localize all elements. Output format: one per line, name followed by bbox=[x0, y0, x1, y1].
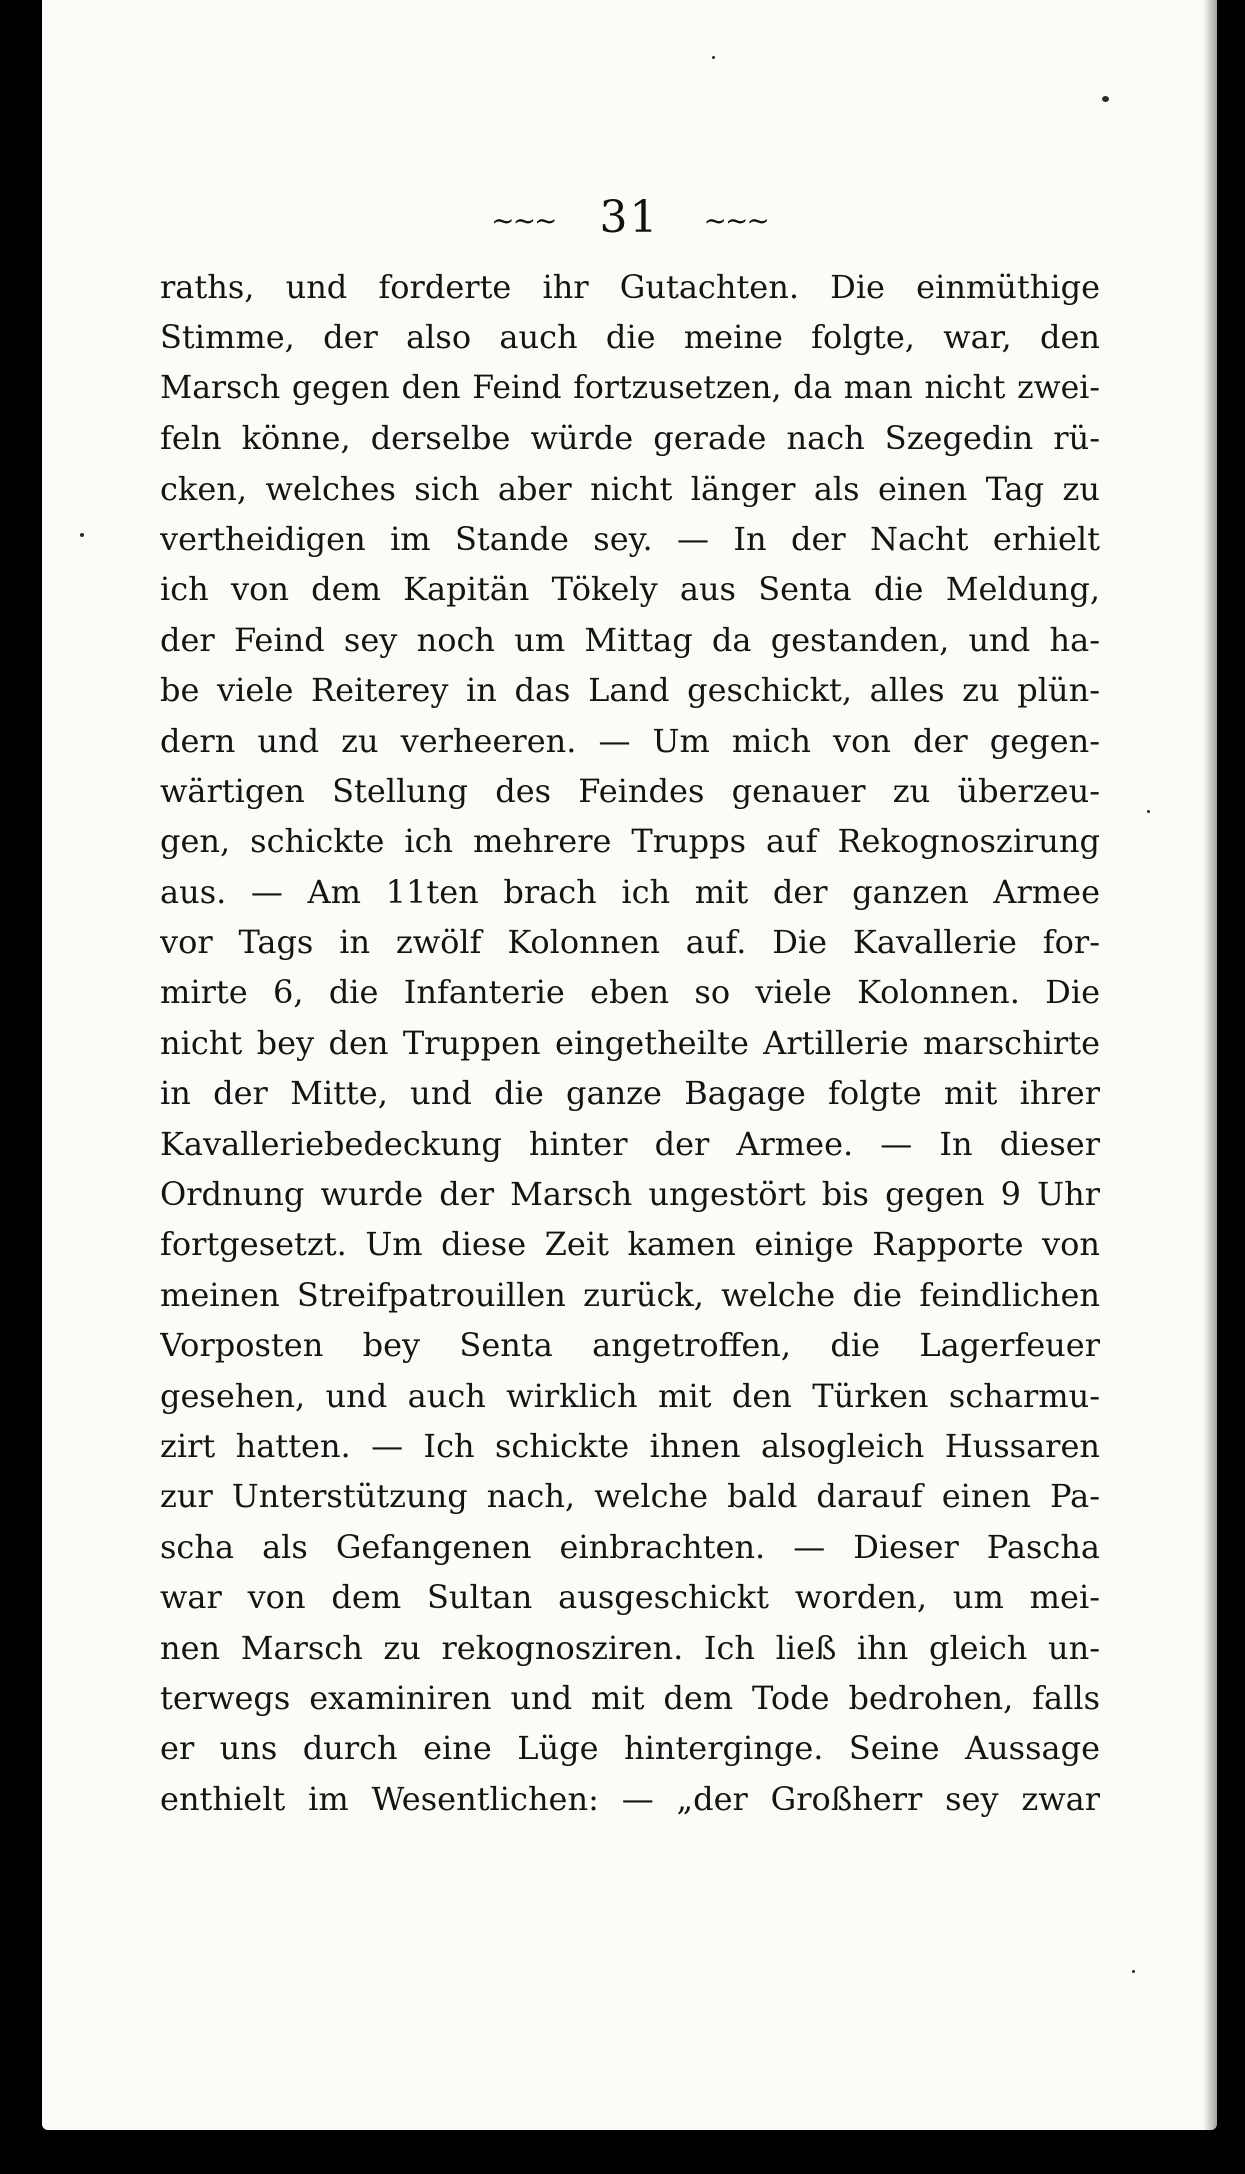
page-header bbox=[42, 192, 1217, 243]
text-line: nen Marsch zu rekognosziren. Ich ließ ihn gleich un- bbox=[160, 1628, 1100, 1667]
ink-speck bbox=[1102, 96, 1109, 102]
text-line: wärtigen Stellung des Feindes genauer zu überzeu- bbox=[160, 771, 1100, 810]
text-line: meinen Streifpatrouillen zurück, welche die feindlichen bbox=[160, 1275, 1100, 1314]
text-line: enthielt im Wesentlichen: — „der Großherr sey zwar bbox=[160, 1779, 1100, 1818]
ink-speck bbox=[712, 56, 715, 59]
text-line: aus. — Am 11ten brach ich mit der ganzen Armee bbox=[160, 872, 1100, 911]
text-line: terwegs examiniren und mit dem Tode bedrohen, falls bbox=[160, 1678, 1100, 1717]
text-line: cken, welches sich aber nicht länger als einen Tag zu bbox=[160, 469, 1100, 508]
text-line: ich von dem Kapitän Tökely aus Senta die Meldung, bbox=[160, 570, 1100, 609]
text-line: raths, und forderte ihr Gutachten. Die einmüthige bbox=[160, 268, 1100, 306]
right-ornament: ~~~ bbox=[703, 204, 768, 237]
page-number: 31 bbox=[599, 192, 660, 243]
text-line: Stimme, der also auch die meine folgte, war, den bbox=[160, 318, 1100, 357]
text-line: vor Tags in zwölf Kolonnen auf. Die Kavallerie for- bbox=[160, 923, 1100, 962]
text-line: fortgesetzt. Um diese Zeit kamen einige Rapporte von bbox=[160, 1225, 1100, 1264]
left-ornament: ~~~ bbox=[491, 204, 556, 237]
ink-speck bbox=[1147, 810, 1150, 813]
text-line: zur Unterstützung nach, welche bald darauf einen Pa- bbox=[160, 1477, 1100, 1516]
text-line: mirte 6, die Infanterie eben so viele Kolonnen. Die bbox=[160, 973, 1100, 1012]
text-line: er uns durch eine Lüge hinterginge. Seine Aussage bbox=[160, 1729, 1100, 1768]
page-edge bbox=[1203, 0, 1217, 2130]
text-line: nicht bey den Truppen eingetheilte Artillerie marschirte bbox=[160, 1023, 1100, 1062]
text-line: Marsch gegen den Feind fortzusetzen, da man nicht zwei- bbox=[160, 369, 1100, 406]
text-line: zirt hatten. — Ich schickte ihnen alsogleich Hussaren bbox=[160, 1426, 1100, 1465]
ink-speck bbox=[80, 533, 84, 537]
text-line: vertheidigen im Stande sey. — In der Nacht erhielt bbox=[160, 519, 1100, 558]
text-line: dern und zu verheeren. — Um mich von der gegen- bbox=[160, 721, 1100, 760]
text-line: in der Mitte, und die ganze Bagage folgte mit ihrer bbox=[160, 1074, 1100, 1113]
text-line: war von dem Sultan ausgeschickt worden, um mei- bbox=[160, 1578, 1100, 1617]
body-text bbox=[160, 262, 1100, 1824]
text-line: Ordnung wurde der Marsch ungestört bis gegen 9 Uhr bbox=[160, 1175, 1100, 1214]
text-line: be viele Reiterey in das Land geschickt, alles zu plün- bbox=[160, 671, 1100, 710]
text-line: feln könne, derselbe würde gerade nach Szegedin rü- bbox=[160, 419, 1100, 458]
text-line: gen, schickte ich mehrere Trupps auf Rekognoszirung bbox=[160, 822, 1100, 861]
ink-speck bbox=[1132, 1970, 1135, 1973]
book-page bbox=[42, 0, 1217, 2130]
text-line: scha als Gefangenen einbrachten. — Dieser Pascha bbox=[160, 1527, 1100, 1566]
text-line: gesehen, und auch wirklich mit den Türken scharmu- bbox=[160, 1376, 1100, 1415]
text-line: der Feind sey noch um Mittag da gestanden, und ha- bbox=[160, 620, 1100, 659]
text-line: Vorposten bey Senta angetroffen, die Lagerfeuer bbox=[160, 1326, 1100, 1365]
text-line: Kavalleriebedeckung hinter der Armee. — In dieser bbox=[160, 1124, 1100, 1163]
